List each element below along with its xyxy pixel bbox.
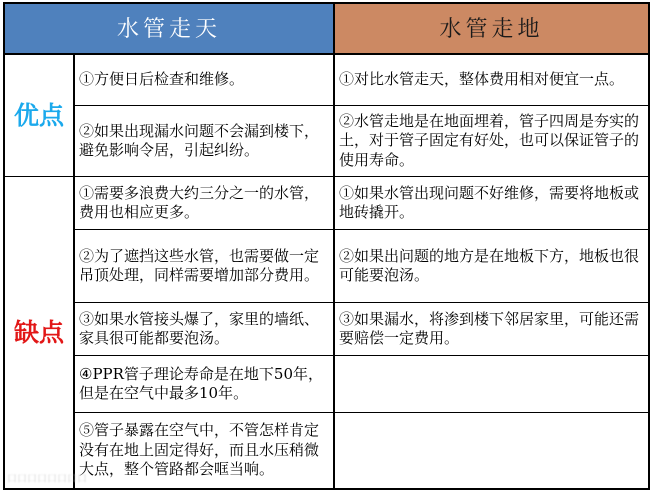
disadvantage-cell-ground-4-empty xyxy=(335,355,648,412)
cell-text: ①对比水管走天，整体费用相对便宜一点。 xyxy=(339,70,625,89)
cell-text: ⑤管子暴露在空气中，不管怎样肯定没有在地上固定得好，而且水压稍微大点，整个管路都会哐当响。 xyxy=(79,421,320,479)
cell-text: ②为了遮挡这些水管，也需要做一定吊顶处理，同样需要增加部分费用。 xyxy=(79,246,320,284)
header-label-pipes-ground: 水管走地 xyxy=(439,16,544,42)
header-cell-pipes-overhead xyxy=(5,4,335,55)
disadvantage-cell-overhead-3 xyxy=(75,302,335,355)
cell-text: ②水管走地是在地面埋着，管子四周是夯实的土，对于管子固定有好处，也可以保证管子的使用寿命。 xyxy=(339,111,640,169)
advantage-cell-overhead-2 xyxy=(75,105,335,176)
header-cell-pipes-ground xyxy=(335,4,648,55)
comparison-table xyxy=(3,2,650,490)
cell-text: ③如果水管接头爆了，家里的墙纸、家具很可能都要泡汤。 xyxy=(79,309,320,347)
cell-text: ②如果出问题的地方是在地板下方，地板也很可能要泡汤。 xyxy=(339,246,640,284)
row-group-disadvantages xyxy=(5,176,75,488)
disadvantage-cell-overhead-1 xyxy=(75,176,335,229)
advantage-cell-overhead-1 xyxy=(75,55,335,105)
header-label-pipes-overhead: 水管走天 xyxy=(116,16,221,42)
cell-text: ①方便日后检查和维修。 xyxy=(79,70,245,89)
watermark: 口口口口口口口口 xyxy=(7,474,87,485)
cell-text: ④PPR管子理论寿命是在地下50年，但是在空气中最多10年。 xyxy=(79,364,324,402)
advantage-cell-ground-2 xyxy=(335,105,648,176)
disadvantage-cell-overhead-4 xyxy=(75,355,335,412)
cell-text: ②如果出现漏水问题不会漏到楼下，避免影响令居，引起纠纷。 xyxy=(79,121,320,159)
advantage-cell-ground-1 xyxy=(335,55,648,105)
row-group-advantages xyxy=(5,55,75,176)
disadvantage-cell-ground-5-empty xyxy=(335,412,648,488)
cell-text: ③如果漏水，将渗到楼下邻居家里，可能还需要赔偿一定费用。 xyxy=(339,309,640,347)
disadvantage-cell-overhead-5 xyxy=(75,412,335,488)
disadvantage-cell-overhead-2 xyxy=(75,229,335,302)
disadvantages-label: 缺点 xyxy=(13,318,64,347)
disadvantage-cell-ground-3 xyxy=(335,302,648,355)
advantages-label: 优点 xyxy=(13,101,64,130)
cell-text: ①如果水管出现问题不好维修，需要将地板或地砖撬开。 xyxy=(339,183,640,221)
cell-text: ①需要多浪费大约三分之一的水管，费用也相应更多。 xyxy=(79,183,320,221)
disadvantage-cell-ground-2 xyxy=(335,229,648,302)
disadvantage-cell-ground-1 xyxy=(335,176,648,229)
